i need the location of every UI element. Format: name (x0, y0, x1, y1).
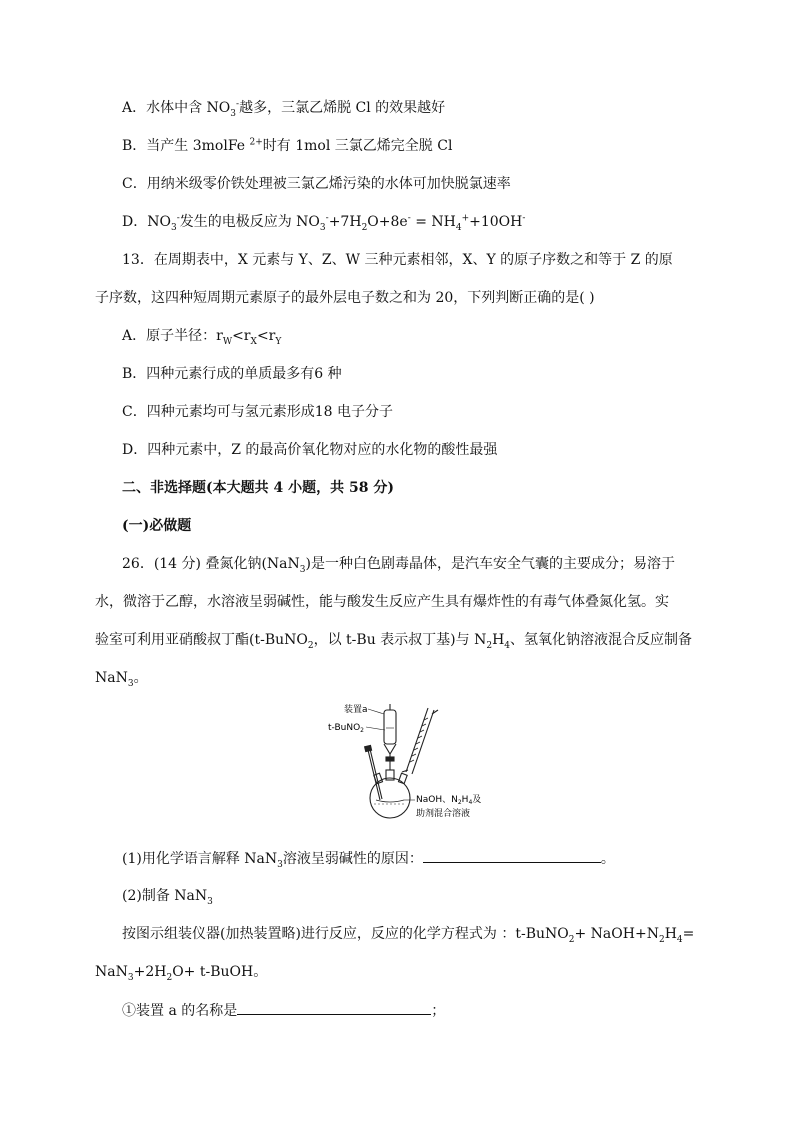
option-12d: D．$NO_3^-$发生的电极反应为 $NO_3^-+7H_2O+8e^- = NH_4^++10OH^-$ (122, 213, 526, 233)
reflux-condenser (402, 708, 438, 774)
option-13b: B．四种元素行成的单质最多有6 种 (122, 366, 342, 382)
question-26-part-2: (2)制备 NaN$_3$ (122, 888, 213, 907)
question-26-equation-2: $NaN_3+2H_2O+$ t-BuOH。 (95, 964, 268, 983)
dropping-funnel (384, 704, 396, 770)
option-12b: B．当产生 3molFe $^{2+}$时有 1mol 三氯乙烯完全脱 Cl (122, 137, 453, 154)
answer-blank-2[interactable] (237, 1000, 431, 1015)
question-26-stem-2: 水，微溶于乙醇，水溶液呈弱碱性，能与酸发生反应产生具有爆炸性的有毒气体叠氮化氢。实 (95, 594, 669, 610)
question-13-stem-1: 13．在周期表中，X 元素与 Y、Z、W 三种元素相邻，X、Y 的原子序数之和等于 Z 的原 (122, 252, 673, 268)
option-12c: C．用纳米级零价铁处理被三氯乙烯污染的水体可加快脱氯速率 (122, 176, 511, 192)
option-13a: A．原子半径：$r_W<r_X<r_Y$ (122, 328, 282, 347)
question-26-stem-1: 26．(14 分) 叠氮化钠(NaN$_3$)是一种白色剧毒晶体，是汽车安全气囊的主要成分；易溶于 (122, 556, 675, 575)
label-solution-1: NaOH、$N_2H_4$及 (416, 795, 482, 806)
question-26-part-1: (1)用化学语言解释 NaN$_3$溶液呈弱碱性的原因： 。 (122, 848, 615, 869)
label-reagent: t-BuNO$_2$ (328, 723, 364, 734)
question-26-stem-4: NaN$_3$。 (95, 670, 148, 689)
apparatus-figure (318, 700, 498, 830)
section-subtitle: (一)必做题 (122, 518, 192, 534)
option-12a: A．水体中含 $NO_3^-$越多，三氯乙烯脱 Cl 的效果越好 (122, 99, 446, 119)
option-13d: D．四种元素中，Z 的最高价氧化物对应的水化物的酸性最强 (122, 442, 498, 458)
question-13-stem-2: 子序数，这四种短周期元素原子的最外层电子数之和为 20，下列判断正确的是( ) (95, 290, 595, 306)
question-26-stem-3: 验室可利用亚硝酸叔丁酯(t-BuNO$_2$，以 t-Bu 表示叔丁基)与 $N_2H_4$、氢氧化钠溶液混合反应制备 (95, 632, 693, 651)
answer-blank-1[interactable] (423, 848, 601, 863)
question-26-equation-1: 按图示组装仪器(加热装置略)进行反应，反应的化学方程式为 ：t-BuNO$_2$+ $NaOH+N_2H_4=$ (122, 926, 695, 945)
label-solution-2: 助剂混合溶液 (416, 809, 471, 819)
label-apparatus-a: 装置a (344, 705, 368, 715)
option-13c: C．四种元素均可与氢元素形成18 电子分子 (122, 404, 393, 420)
question-26-part-2-1: ①装置 a 的名称是 ； (122, 1000, 445, 1021)
section-title: 二、非选择题(本大题共 4 小题，共 58 分) (122, 480, 394, 496)
